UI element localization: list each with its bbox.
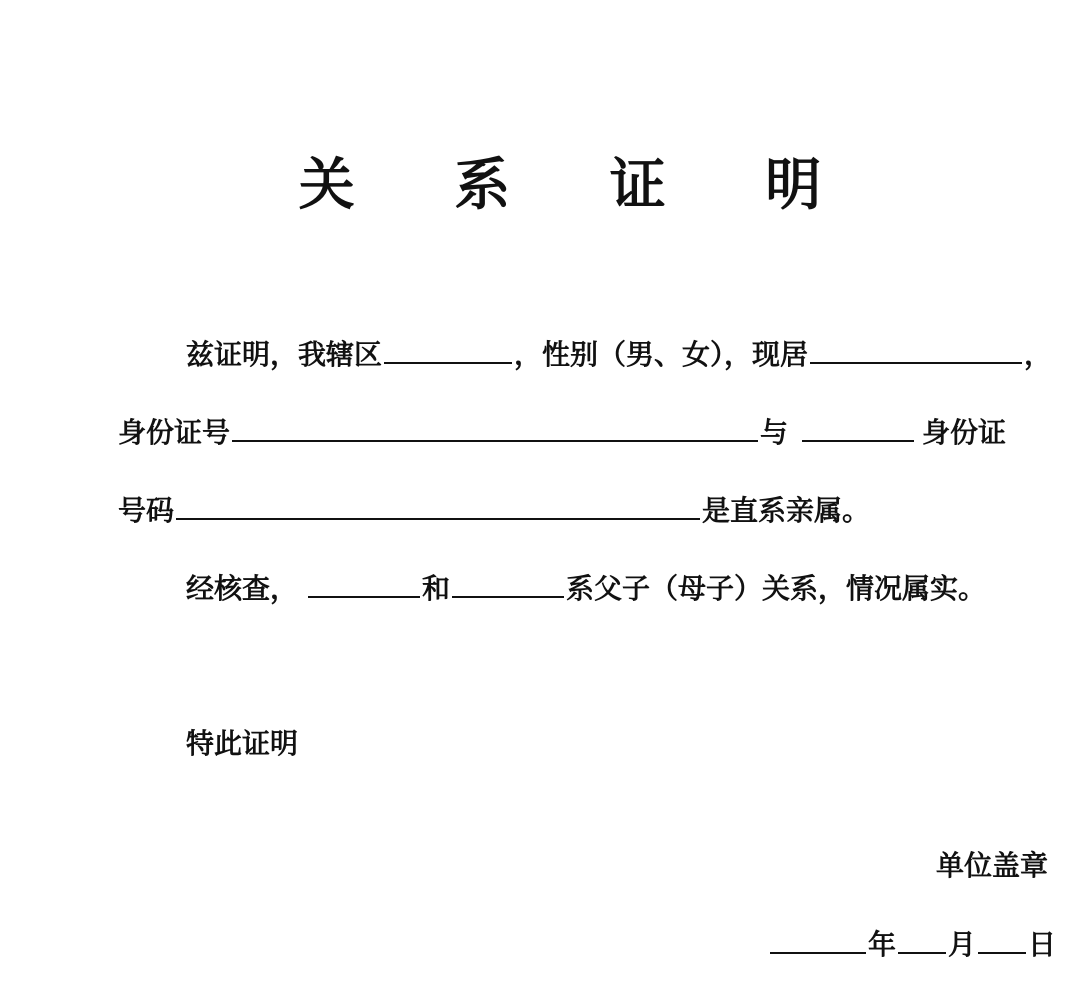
blank-year-field[interactable] — [770, 924, 866, 954]
closing-statement: 特此证明 — [186, 727, 299, 760]
text-day: 日 — [1028, 928, 1057, 961]
text-gender-residence: ，性别（男、女），现居 — [514, 338, 809, 371]
text-direct-relative: 是直系亲属。 — [702, 494, 871, 527]
text-and-2: 和 — [422, 572, 451, 605]
blank-id-number-field[interactable] — [232, 412, 758, 442]
text-id-number: 身份证号 — [118, 416, 231, 449]
date-line — [768, 924, 1056, 965]
blank-relative-id-field[interactable] — [176, 490, 700, 520]
paragraph-line-4 — [186, 568, 986, 609]
blank-residence-field[interactable] — [810, 334, 1022, 364]
text-and: 与 — [760, 416, 789, 449]
unit-seal-label: 单位盖章 — [936, 849, 1049, 882]
text-month: 月 — [948, 928, 977, 961]
text-id-card: 身份证 — [922, 416, 1007, 449]
blank-person-a-field[interactable] — [308, 568, 420, 598]
paragraph-line-1 — [186, 334, 1052, 375]
text-comma: ， — [1024, 338, 1053, 371]
text-number: 号码 — [118, 494, 175, 527]
text-upon-verification: 经核查， — [186, 572, 299, 605]
blank-relative-name-field[interactable] — [802, 412, 914, 442]
blank-person-b-field[interactable] — [452, 568, 564, 598]
paragraph-line-3 — [118, 490, 870, 531]
text-certify-district: 兹证明，我辖区 — [186, 338, 383, 371]
blank-day-field[interactable] — [978, 924, 1026, 954]
text-relationship-true: 系父子（母子）关系，情况属实。 — [566, 572, 987, 605]
paragraph-line-2 — [118, 412, 1006, 453]
text-year: 年 — [868, 928, 897, 961]
document-title: 关 系 证 明 — [298, 152, 862, 218]
blank-name-field[interactable] — [384, 334, 512, 364]
blank-month-field[interactable] — [898, 924, 946, 954]
